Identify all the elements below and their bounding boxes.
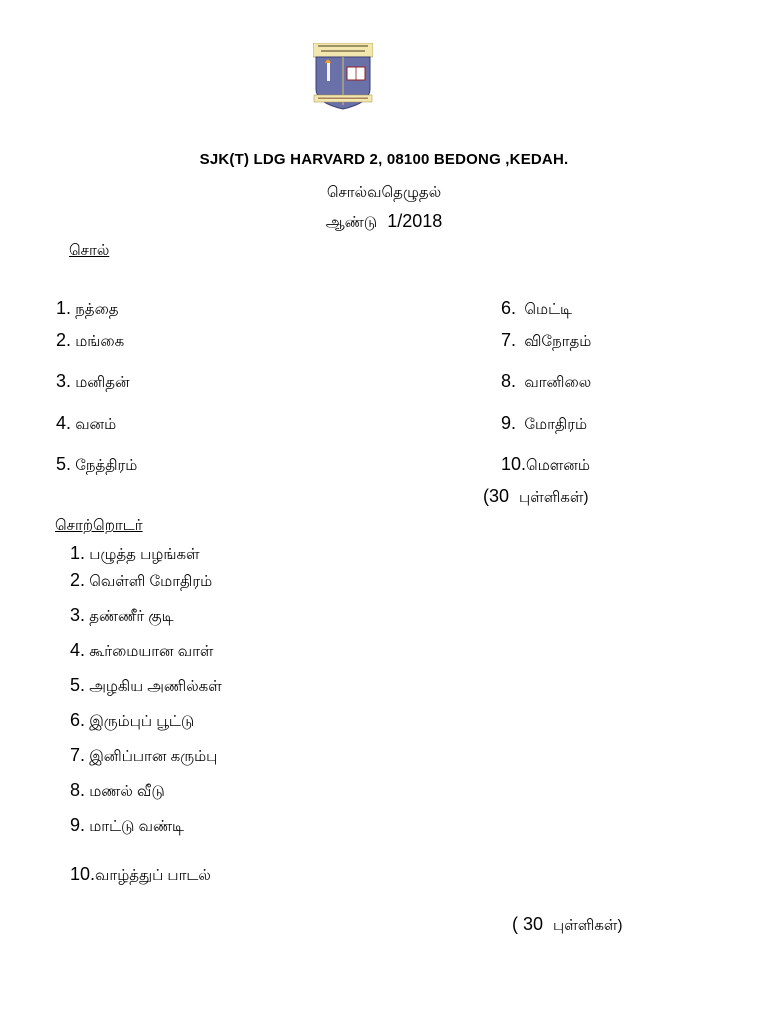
word-item-4: 4. வனம் <box>56 413 117 433</box>
phrase-item-4: 4. கூர்மையான வாள் <box>70 640 214 660</box>
phrase-item-8: 8. மணல் வீடு <box>70 780 165 800</box>
section2-points: ( 30 புள்ளிகள்) <box>512 914 623 934</box>
word-item-8: 8. வானிலை <box>501 371 592 391</box>
section2-heading: சொற்றொடர் <box>55 517 143 534</box>
school-crest-logo <box>313 43 373 111</box>
worksheet-subtitle: சொல்வதெழுதல் <box>326 184 442 201</box>
word-item-6: 6. மெட்டி <box>501 298 572 318</box>
phrase-item-6: 6. இரும்புப் பூட்டு <box>70 710 195 730</box>
word-item-3: 3. மனிதன் <box>56 371 130 391</box>
year-line <box>0 211 768 233</box>
phrase-item-10: 10.வாழ்த்துப் பாடல் <box>70 864 211 884</box>
phrase-item-3: 3. தண்ணீர் குடி <box>70 605 174 625</box>
year-value: 1/2018 <box>387 211 443 231</box>
section1-heading: சொல் <box>69 242 110 259</box>
word-item-1: 1. நத்தை <box>56 298 119 318</box>
word-item-9: 9. மோதிரம் <box>501 413 588 433</box>
section1-points: (30 புள்ளிகள்) <box>483 486 589 506</box>
school-title: SJK(T) LDG HARVARD 2, 08100 BEDONG ,KEDAH. <box>199 151 569 168</box>
word-item-5: 5. நேத்திரம் <box>56 454 138 474</box>
phrase-item-7: 7. இனிப்பான கரும்பு <box>70 745 218 765</box>
word-item-2: 2. மங்கை <box>56 330 125 350</box>
year-label: ஆண்டு <box>325 214 378 231</box>
phrase-item-2: 2. வெள்ளி மோதிரம் <box>70 570 213 590</box>
phrase-item-1: 1. பழுத்த பழங்கள் <box>70 543 200 563</box>
word-item-10: 10.மௌனம் <box>501 454 590 474</box>
phrase-item-9: 9. மாட்டு வண்டி <box>70 815 184 835</box>
word-item-7: 7. விநோதம் <box>501 330 592 350</box>
phrase-item-5: 5. அழகிய அணில்கள் <box>70 675 222 695</box>
